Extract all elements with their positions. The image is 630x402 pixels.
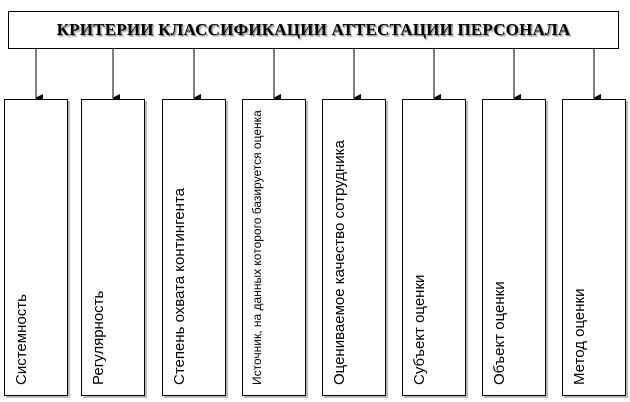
criterion-label: Метод оценки [571,288,588,385]
criterion-label: Оцениваемое качество сотрудника [331,140,348,385]
diagram-title: КРИТЕРИИ КЛАССИФИКАЦИИ АТТЕСТАЦИИ ПЕРСОНАЛА [56,20,571,39]
criterion-label: Регулярность [90,290,107,385]
criterion-box [4,99,68,396]
criterion-label: Объект оценки [491,281,508,385]
criterion-box [242,99,306,396]
criterion-box [322,99,386,396]
criterion-label: Субъект оценки [411,274,428,385]
criterion-box [81,99,145,396]
criterion-label: Источник, на данных которого базируется оценка [250,110,264,385]
criterion-box [162,99,226,396]
criterion-box [402,99,466,396]
criterion-label: Степень охвата контингента [171,187,188,385]
criterion-box [482,99,546,396]
criterion-label: Системность [13,294,30,385]
diagram-title-box [8,11,619,49]
criterion-box [562,99,626,396]
